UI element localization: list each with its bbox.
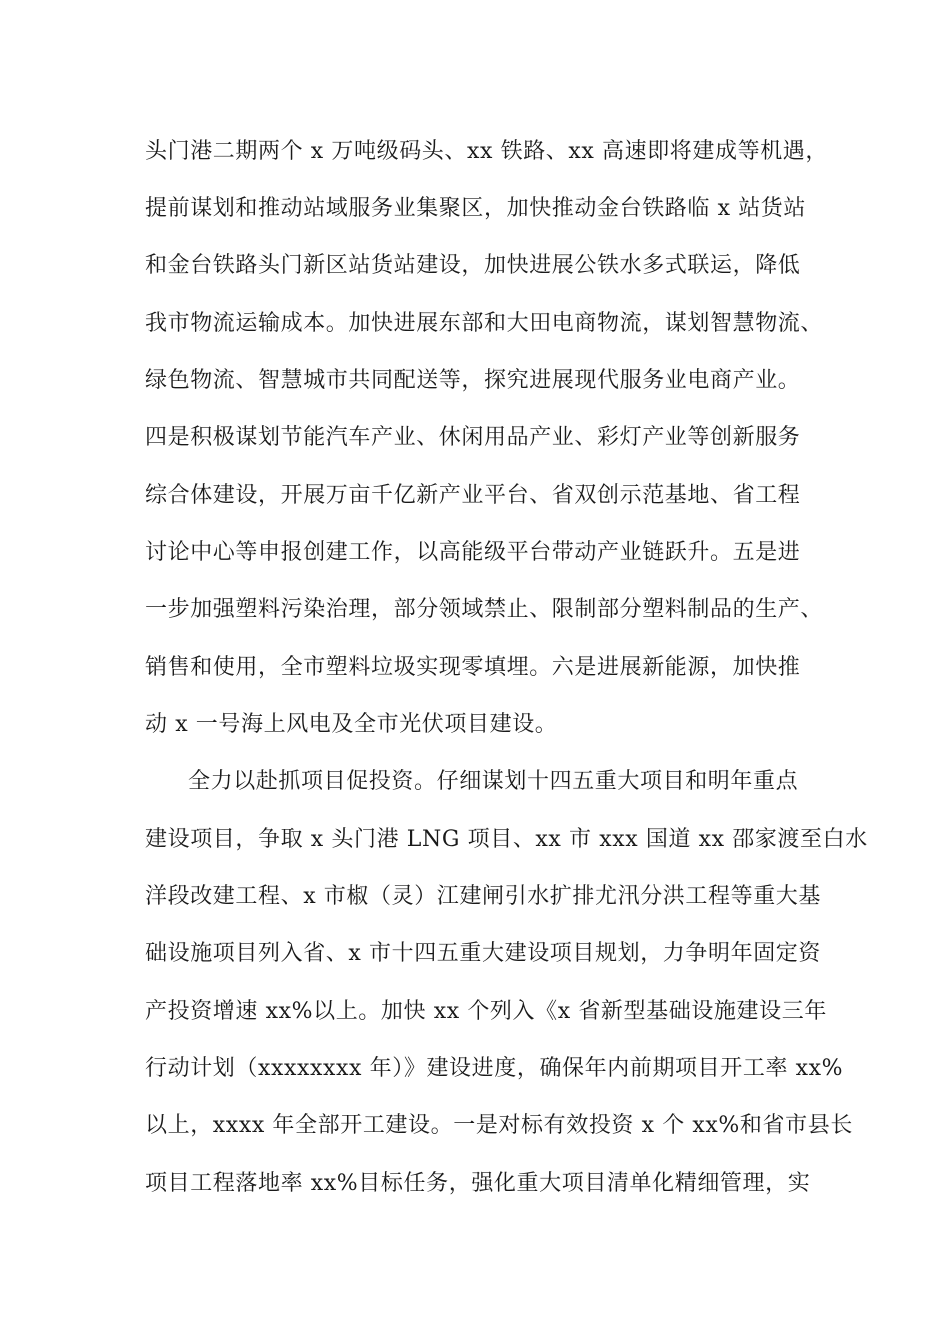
- text-line-1: 头门港二期两个 x 万吨级码头、xx 铁路、xx 高速即将建成等机遇，: [145, 139, 829, 164]
- text-line-16: 产投资增速 xx%以上。加快 xx 个列入《x 省新型基础设施建设三年: [145, 999, 827, 1024]
- text-line-7: 综合体建设，开展万亩千亿新产业平台、省双创示范基地、省工程: [145, 483, 801, 508]
- text-line-4: 我市物流运输成本。加快进展东部和大田电商物流，谋划智慧物流、: [145, 311, 824, 336]
- text-line-15: 础设施项目列入省、x 市十四五重大建设项目规划，力争明年固定资: [145, 941, 822, 966]
- paragraph-start-line: 全力以赴抓项目促投资。仔细谋划十四五重大项目和明年重点: [188, 769, 799, 794]
- text-line-8: 讨论中心等申报创建工作，以高能级平台带动产业链跃升。五是进: [145, 540, 801, 565]
- text-line-9: 一步加强塑料污染治理，部分领域禁止、限制部分塑料制品的生产、: [145, 597, 824, 622]
- text-line-19: 项目工程落地率 xx%目标任务，强化重大项目清单化精细管理，实: [145, 1171, 811, 1196]
- text-line-6: 四是积极谋划节能汽车产业、休闲用品产业、彩灯产业等创新服务: [145, 425, 801, 450]
- text-line-11: 动 x 一号海上风电及全市光伏项目建设。: [145, 712, 558, 737]
- text-line-5: 绿色物流、智慧城市共同配送等，探究进展现代服务业电商产业。: [145, 368, 801, 393]
- text-line-17: 行动计划（xxxxxxxx 年）》建设进度，确保年内前期项目开工率 xx%: [145, 1056, 844, 1081]
- text-line-13: 建设项目，争取 x 头门港 LNG 项目、xx 市 xxx 国道 xx 邵家渡至白水: [145, 827, 868, 852]
- text-line-2: 提前谋划和推动站域服务业集聚区，加快推动金台铁路临 x 站货站: [145, 196, 806, 221]
- text-line-3: 和金台铁路头门新区站货站建设，加快进展公铁水多式联运，降低: [145, 253, 801, 278]
- text-line-18: 以上，xxxx 年全部开工建设。一是对标有效投资 x 个 xx%和省市县长: [145, 1113, 853, 1138]
- text-line-10: 销售和使用，全市塑料垃圾实现零填埋。六是进展新能源，加快推: [145, 655, 801, 680]
- text-line-14: 洋段改建工程、x 市椒（灵）江建闸引水扩排尤汛分洪工程等重大基: [145, 884, 822, 909]
